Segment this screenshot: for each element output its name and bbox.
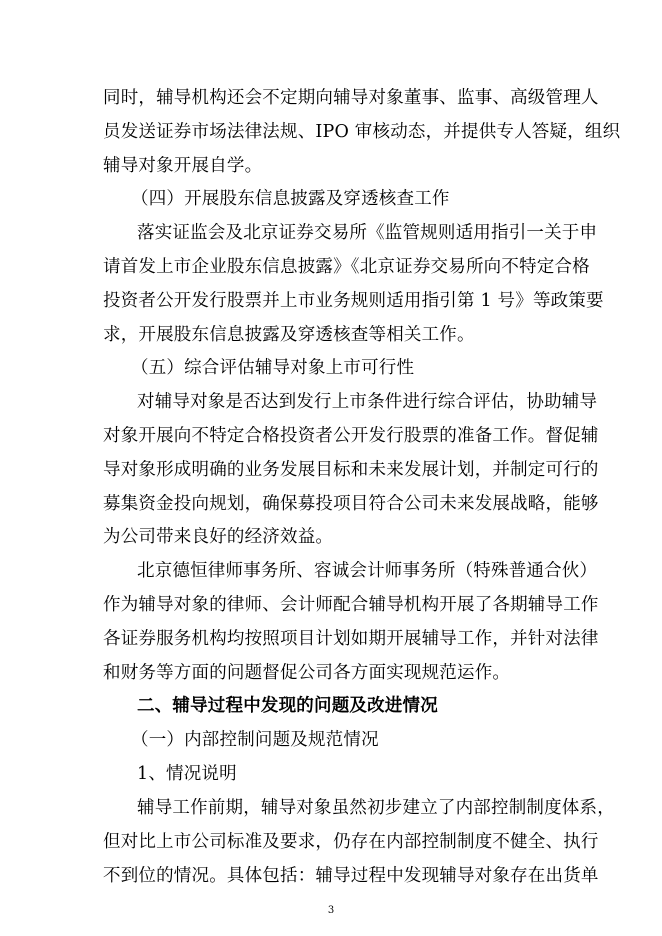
section-subheading: （四）开展股东信息披露及穿透核查工作 [131,189,450,209]
body-text-line: 请首发上市企业股东信息披露》《北京证券交易所向不特定合格 [103,257,590,277]
body-text-line: 员发送证券市场法律法规、IPO 审核动态，并提供专人答疑，组织 [103,122,621,142]
body-text-line: 作为辅导对象的律师、会计师配合辅导机构开展了各期辅导工作 [103,595,599,615]
body-text-line: 对辅导对象是否达到发行上市条件进行综合评估，协助辅导 [137,392,598,412]
body-text-line: 导对象形成明确的业务发展目标和未来发展计划，并制定可行的 [103,460,599,480]
body-text-line: 北京德恒律师事务所、容诚会计师事务所（特殊普通合伙） [137,561,598,581]
body-text-line: 各证券服务机构均按照项目计划如期开展辅导工作，并针对法律 [103,629,599,649]
body-text-line: 求，开展股东信息披露及穿透核查等相关工作。 [103,325,475,345]
body-text-line: 不到位的情况。具体包括：辅导过程中发现辅导对象存在出货单 [103,866,599,886]
section-subheading: （一）内部控制问题及规范情况 [131,730,379,750]
body-text-line: 辅导对象开展自学。 [103,156,263,176]
body-text-line: 和财务等方面的问题督促公司各方面实现规范运作。 [103,663,511,683]
body-text-line: 辅导工作前期，辅导对象虽然初步建立了内部控制制度体系， [137,798,615,818]
section-heading: 二、辅导过程中发现的问题及改进情况 [137,696,438,716]
body-text-line: 对象开展向不特定合格投资者公开发行股票的准备工作。督促辅 [103,426,599,446]
body-text-line: 为公司带来良好的经济效益。 [103,527,334,547]
item-heading: 1、情况说明 [137,764,237,784]
section-subheading: （五）综合评估辅导对象上市可行性 [131,358,415,378]
body-text-line: 同时，辅导机构还会不定期向辅导对象董事、监事、高级管理人 [103,88,599,108]
body-text-line: 落实证监会及北京证券交易所《监管规则适用指引一关于申 [137,223,598,243]
body-text-line: 募集资金投向规划，确保募投项目符合公司未来发展战略，能够 [103,494,599,514]
page-number: 3 [327,905,335,916]
body-text-line: 投资者公开发行股票并上市业务规则适用指引第 1 号》等政策要 [103,291,604,311]
body-text-line: 但对比上市公司标准及要求，仍存在内部控制制度不健全、执行 [103,832,599,852]
